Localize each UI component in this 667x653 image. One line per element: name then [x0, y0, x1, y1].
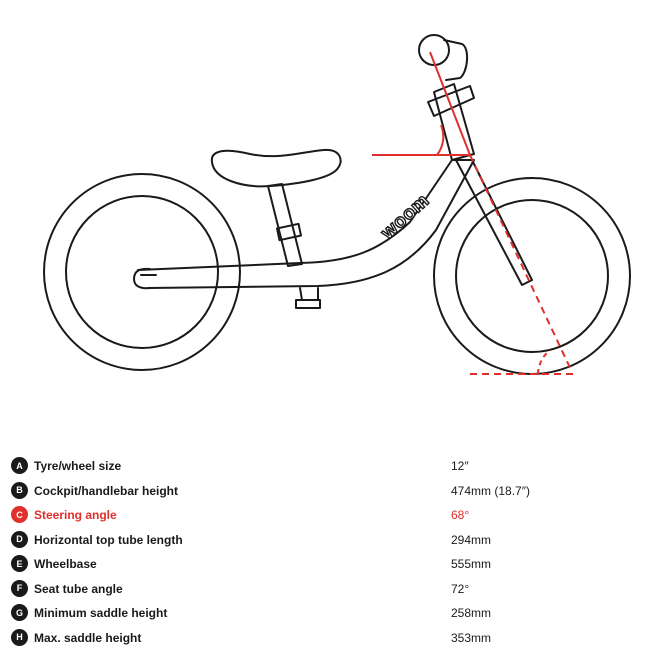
spec-letter-badge: G	[11, 604, 28, 621]
spec-label: Seat tube angle	[34, 581, 123, 596]
spec-row-cockpit-handlebar-height	[0, 479, 667, 503]
spec-value: 72°	[451, 581, 470, 596]
spec-value: 353mm	[451, 630, 492, 645]
saddle	[212, 150, 341, 186]
spec-value: 555mm	[451, 557, 492, 571]
rear-wheel	[44, 174, 240, 370]
front-wheel	[434, 178, 630, 374]
spec-label: Minimum saddle height	[34, 606, 168, 620]
frame	[138, 160, 474, 288]
spec-row-wheelbase	[0, 552, 667, 576]
spec-label: Cockpit/handlebar height	[34, 483, 179, 498]
spec-row-horizontal-top-tube-length	[0, 528, 667, 552]
spec-label: Max. saddle height	[34, 630, 142, 645]
spec-value: 258mm	[451, 606, 492, 620]
spec-value: 68°	[451, 508, 470, 522]
spec-label: Tyre/wheel size	[34, 459, 122, 473]
spec-letter-badge: E	[11, 555, 28, 572]
spec-row-max-saddle-height	[0, 626, 667, 650]
spec-value: 474mm (18.7″)	[451, 483, 530, 498]
footrest	[296, 288, 320, 308]
spec-row-seat-tube-angle	[0, 577, 667, 601]
handlebar-stem	[428, 86, 474, 116]
spec-letter-badge: A	[11, 457, 28, 474]
spec-value: 12″	[451, 459, 469, 473]
brand-logo: woom	[377, 190, 434, 244]
spec-label: Horizontal top tube length	[34, 532, 183, 547]
spec-letter-badge: H	[11, 629, 28, 646]
spec-label: Steering angle	[34, 508, 117, 522]
spec-letter-badge: F	[11, 580, 28, 597]
spec-label: Wheelbase	[34, 557, 97, 571]
spec-row-steering-angle	[0, 503, 667, 527]
rear-dropout	[134, 269, 156, 288]
spec-row-minimum-saddle-height	[0, 601, 667, 625]
spec-value: 294mm	[451, 532, 492, 547]
spec-letter-badge: B	[11, 482, 28, 499]
spec-letter-badge: D	[11, 531, 28, 548]
handlebar-grip	[419, 35, 467, 80]
spec-row-tyre-wheel-size	[0, 454, 667, 478]
spec-letter-badge: C	[11, 506, 28, 523]
